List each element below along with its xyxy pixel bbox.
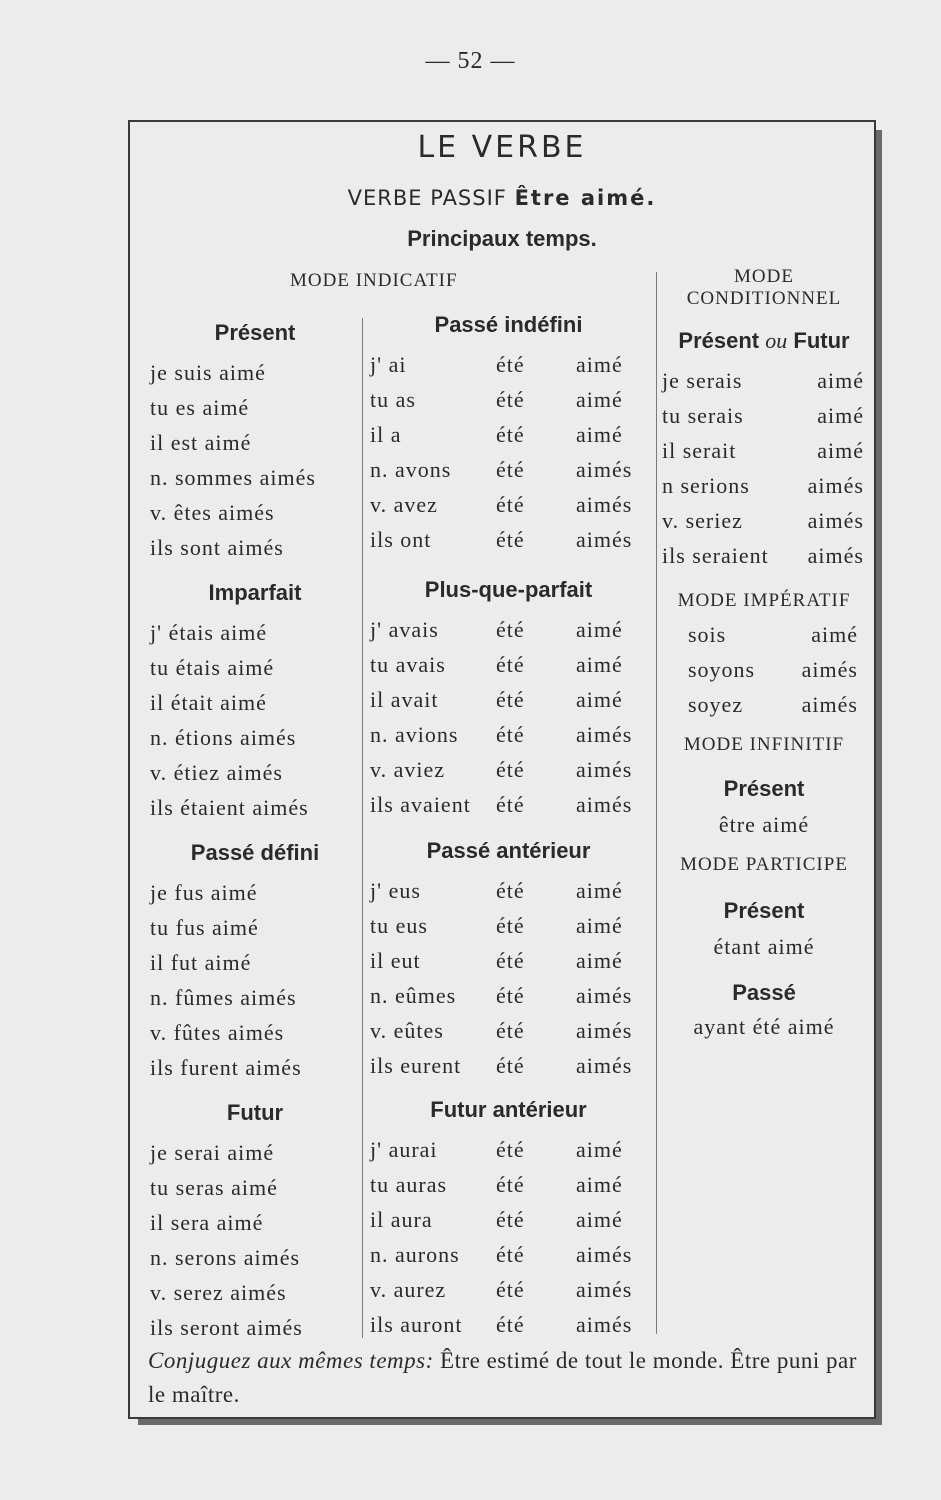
conjugation-futur-5: ils seront aimés — [150, 1315, 303, 1340]
conjugation-part: aimés — [801, 657, 858, 682]
heading-futur: Futur — [226, 1100, 284, 1125]
conjugation-futur_anterieur-1 — [370, 1172, 652, 1202]
conjugation-imparfait-0: j' étais aimé — [150, 620, 268, 645]
conjugation-part: été — [496, 492, 525, 517]
conjugation-part: j' aurai — [370, 1137, 438, 1162]
imperatif-row-1 — [688, 657, 858, 687]
heading-passe_anterieur: Passé antérieur — [426, 838, 591, 863]
conjugation-part: aimés — [576, 1277, 633, 1302]
conjugation-part: il a — [370, 422, 402, 447]
mode-indicatif-label: MODE INDICATIF — [290, 270, 458, 291]
conjugation-plus_que_parfait-4 — [370, 757, 652, 787]
conditionnel-row-3 — [662, 473, 864, 503]
conjugation-part: été — [496, 352, 525, 377]
conditionnel-row-5 — [662, 543, 864, 573]
conjugation-part: aimé — [817, 438, 864, 463]
exercise-prompt: Conjuguez aux mêmes temps: — [148, 1348, 434, 1373]
conjugation-part: tu serais — [662, 403, 744, 428]
exercise-instruction — [148, 1344, 860, 1412]
conjugation-futur-2: il sera aimé — [150, 1210, 264, 1235]
conjugation-part: aimés — [576, 1018, 633, 1043]
conjugation-passe_anterieur-3 — [370, 983, 652, 1013]
conjugation-part: été — [496, 1207, 525, 1232]
conjugation-part: été — [496, 983, 525, 1008]
conjugation-futur_anterieur-3 — [370, 1242, 652, 1272]
mode-conditionnel-label-2: CONDITIONNEL — [686, 288, 842, 309]
mode-participe-label: MODE PARTICIPE — [680, 854, 848, 875]
conjugation-imparfait-5: ils étaient aimés — [150, 795, 309, 820]
conjugation-plus_que_parfait-2 — [370, 687, 652, 717]
conjugation-part: tu avais — [370, 652, 446, 677]
conjugation-part: aimé — [576, 1207, 623, 1232]
conjugation-futur_anterieur-4 — [370, 1277, 652, 1307]
conjugation-part: été — [496, 913, 525, 938]
conjugation-passe_defini-5: ils furent aimés — [150, 1055, 302, 1080]
conjugation-part: aimés — [807, 543, 864, 568]
mode-conditionnel-label: MODE — [734, 266, 794, 287]
conjugation-plus_que_parfait-3 — [370, 722, 652, 752]
conjugation-passe_defini-0: je fus aimé — [150, 880, 258, 905]
conjugation-part: été — [496, 617, 525, 642]
conjugation-part: aimés — [576, 492, 633, 517]
conjugation-part: aimés — [801, 692, 858, 717]
conjugation-futur-1: tu seras aimé — [150, 1175, 278, 1200]
conjugation-part: été — [496, 687, 525, 712]
participe-passe-value: ayant été aimé — [693, 1014, 835, 1039]
imperatif-row-0 — [688, 622, 858, 652]
participe-present-value: étant aimé — [713, 934, 815, 959]
conjugation-part: été — [496, 1277, 525, 1302]
conjugation-futur-0: je serai aimé — [150, 1140, 275, 1165]
mode-imperatif-label: MODE IMPÉRATIF — [677, 590, 851, 611]
mode-infinitif-label: MODE INFINITIF — [683, 734, 845, 755]
conjugation-part: aimé — [576, 1137, 623, 1162]
conjugation-plus_que_parfait-5 — [370, 792, 652, 822]
page-number: — 52 — — [425, 48, 516, 74]
subtitle-prefix: VERBE PASSIF — [347, 186, 507, 210]
heading-conditionnel-part: Futur — [793, 328, 850, 353]
conjugation-present-5: ils sont aimés — [150, 535, 284, 560]
conjugation-part: j' ai — [370, 352, 407, 377]
conditionnel-row-0 — [662, 368, 864, 398]
conjugation-part: n. aurons — [370, 1242, 460, 1267]
conjugation-part: été — [496, 527, 525, 552]
conjugation-part: été — [496, 792, 525, 817]
conjugation-part: ils eurent — [370, 1053, 462, 1078]
conjugation-part: été — [496, 457, 525, 482]
conjugation-part: été — [496, 1242, 525, 1267]
conjugation-part: sois — [688, 622, 727, 647]
conjugation-part: été — [496, 1312, 525, 1337]
conjugation-part: v. aurez — [370, 1277, 447, 1302]
heading-futur_anterieur: Futur antérieur — [430, 1097, 587, 1122]
conjugation-passe_defini-1: tu fus aimé — [150, 915, 259, 940]
conjugation-part: ils ont — [370, 527, 432, 552]
conjugation-part: il aura — [370, 1207, 433, 1232]
conjugation-part: j' avais — [370, 617, 439, 642]
conjugation-futur_anterieur-5 — [370, 1312, 652, 1342]
column-divider-2 — [656, 272, 657, 1334]
conjugation-passe_indefini-0 — [370, 352, 652, 382]
conjugation-part: été — [496, 1018, 525, 1043]
conjugation-part: été — [496, 878, 525, 903]
conditionnel-row-1 — [662, 403, 864, 433]
conjugation-part: été — [496, 387, 525, 412]
conjugation-part: été — [496, 1172, 525, 1197]
conjugation-part: il avait — [370, 687, 439, 712]
conjugation-part: aimés — [576, 1242, 633, 1267]
conjugation-part: aimés — [576, 527, 633, 552]
conjugation-part: ils auront — [370, 1312, 463, 1337]
conjugation-passe_defini-3: n. fûmes aimés — [150, 985, 297, 1010]
conjugation-futur_anterieur-0 — [370, 1137, 652, 1167]
conjugation-part: j' eus — [370, 878, 421, 903]
conjugation-part: aimé — [576, 352, 623, 377]
page-title: LE VERBE — [417, 130, 587, 165]
conjugation-part: aimé — [576, 387, 623, 412]
conjugation-passe_indefini-3 — [370, 457, 652, 487]
conjugation-part: v. seriez — [662, 508, 743, 533]
conjugation-part: v. aviez — [370, 757, 445, 782]
conjugation-part: aimés — [576, 722, 633, 747]
conjugation-part: soyons — [688, 657, 756, 682]
conjugation-passe_anterieur-0 — [370, 878, 652, 908]
conjugation-part: aimés — [576, 983, 633, 1008]
principal-tenses-heading: Principaux temps. — [407, 226, 597, 251]
heading-conditionnel-part: Présent — [678, 328, 760, 353]
infinitif-present-value: être aimé — [718, 812, 810, 837]
conjugation-passe_defini-2: il fut aimé — [150, 950, 252, 975]
imperatif-row-2 — [688, 692, 858, 722]
conjugation-part: tu as — [370, 387, 416, 412]
conjugation-present-1: tu es aimé — [150, 395, 250, 420]
conjugation-imparfait-1: tu étais aimé — [150, 655, 275, 680]
heading-participe-passe: Passé — [732, 980, 796, 1005]
conjugation-passe_defini-4: v. fûtes aimés — [150, 1020, 285, 1045]
conjugation-part: aimés — [807, 508, 864, 533]
conjugation-passe_anterieur-1 — [370, 913, 652, 943]
heading-conditionnel — [658, 328, 870, 354]
conjugation-passe_indefini-4 — [370, 492, 652, 522]
conjugation-part: aimé — [817, 368, 864, 393]
conjugation-part: aimé — [576, 1172, 623, 1197]
heading-plus_que_parfait: Plus-que-parfait — [424, 577, 593, 602]
conjugation-part: ils seraient — [662, 543, 769, 568]
conjugation-part: v. eûtes — [370, 1018, 444, 1043]
conjugation-part: tu eus — [370, 913, 428, 938]
conditionnel-row-4 — [662, 508, 864, 538]
conjugation-part: v. avez — [370, 492, 438, 517]
conditionnel-row-2 — [662, 438, 864, 468]
conjugation-part: tu auras — [370, 1172, 448, 1197]
subtitle-verb: Être aimé. — [514, 186, 657, 210]
conjugation-part: été — [496, 652, 525, 677]
heading-participe-present: Présent — [723, 898, 805, 923]
conjugation-part: aimés — [807, 473, 864, 498]
conjugation-passe_anterieur-5 — [370, 1053, 652, 1083]
subtitle — [130, 186, 874, 210]
conjugation-part: aimés — [576, 792, 633, 817]
conjugation-passe_anterieur-2 — [370, 948, 652, 978]
conjugation-passe_anterieur-4 — [370, 1018, 652, 1048]
conjugation-plus_que_parfait-0 — [370, 617, 652, 647]
heading-passe_defini: Passé défini — [190, 840, 320, 865]
conjugation-part: soyez — [688, 692, 744, 717]
heading-conditionnel-part: ou — [765, 328, 788, 353]
conjugation-present-4: v. êtes aimés — [150, 500, 275, 525]
conjugation-part: n. eûmes — [370, 983, 457, 1008]
conjugation-part: aimés — [576, 1053, 633, 1078]
conjugation-part: aimé — [576, 878, 623, 903]
conjugation-present-3: n. sommes aimés — [150, 465, 316, 490]
conjugation-part: été — [496, 422, 525, 447]
conjugation-futur_anterieur-2 — [370, 1207, 652, 1237]
conjugation-part: je serais — [662, 368, 743, 393]
conjugation-part: aimé — [811, 622, 858, 647]
conjugation-plus_que_parfait-1 — [370, 652, 652, 682]
conjugation-part: il eut — [370, 948, 421, 973]
conjugation-part: n serions — [662, 473, 750, 498]
conjugation-part: aimés — [576, 457, 633, 482]
conjugation-passe_indefini-5 — [370, 527, 652, 557]
heading-passe_indefini: Passé indéfini — [434, 312, 583, 337]
conjugation-part: été — [496, 722, 525, 747]
conjugation-futur-4: v. serez aimés — [150, 1280, 287, 1305]
conjugation-part: n. avions — [370, 722, 459, 747]
conjugation-present-0: je suis aimé — [150, 360, 266, 385]
column-divider-1 — [362, 318, 363, 1338]
conjugation-imparfait-4: v. étiez aimés — [150, 760, 283, 785]
conjugation-part: aimé — [576, 948, 623, 973]
conjugation-part: aimé — [576, 913, 623, 938]
conjugation-part: il serait — [662, 438, 737, 463]
conjugation-part: été — [496, 1053, 525, 1078]
conjugation-passe_indefini-2 — [370, 422, 652, 452]
conjugation-part: aimé — [576, 652, 623, 677]
conjugation-imparfait-2: il était aimé — [150, 690, 267, 715]
conjugation-part: n. avons — [370, 457, 452, 482]
heading-present: Présent — [214, 320, 296, 345]
conjugation-part: aimés — [576, 1312, 633, 1337]
conjugation-imparfait-3: n. étions aimés — [150, 725, 297, 750]
conjugation-futur-3: n. serons aimés — [150, 1245, 301, 1270]
exercise-text: Être estimé de tout le monde. Être puni par le maître. — [148, 1348, 857, 1407]
conjugation-part: aimé — [817, 403, 864, 428]
heading-imparfait: Imparfait — [208, 580, 302, 605]
conjugation-part: aimés — [576, 757, 633, 782]
heading-infinitif-present: Présent — [723, 776, 805, 801]
conjugation-part: aimé — [576, 617, 623, 642]
conjugation-passe_indefini-1 — [370, 387, 652, 417]
conjugation-present-2: il est aimé — [150, 430, 252, 455]
conjugation-part: aimé — [576, 422, 623, 447]
conjugation-part: été — [496, 948, 525, 973]
conjugation-part: été — [496, 1137, 525, 1162]
conjugation-table — [128, 120, 876, 1419]
conjugation-part: aimé — [576, 687, 623, 712]
conjugation-part: été — [496, 757, 525, 782]
conjugation-part: ils avaient — [370, 792, 471, 817]
